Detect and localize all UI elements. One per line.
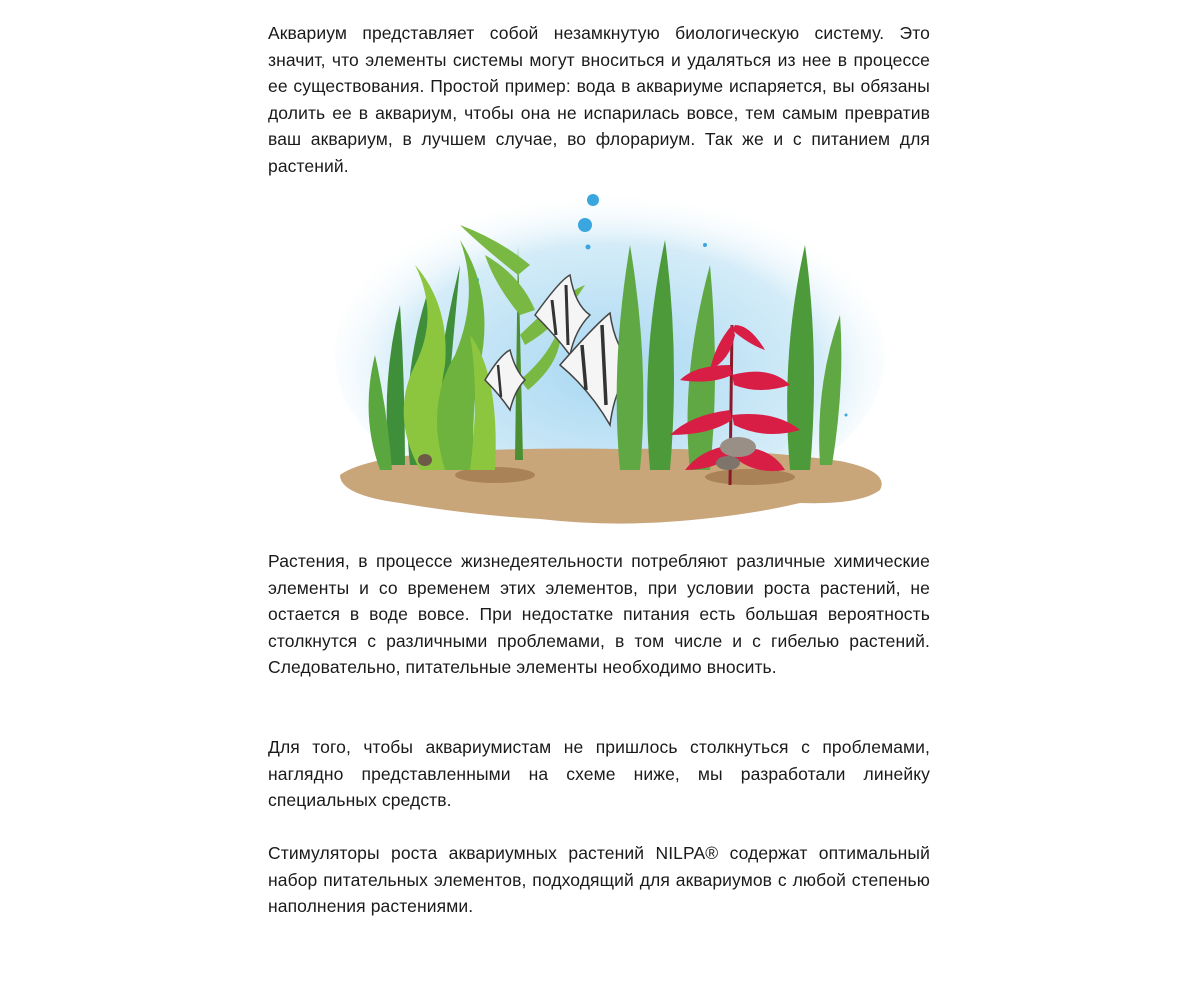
article-paragraph-1: Аквариум представляет собой незамкнутую биологическую систему. Это значит, что элементы системы могут вноситься и удаляться из нее в процессе ее существования. Простой пример: вода в аквариуме испаряется, вы обязаны долить ее в аквариум, чтобы она не испарилась вовсе, тем самым превратив ваш аквариум, в лучшем случае, во флорариум. Так же и с питанием для растений. (268, 23, 930, 176)
aquarium-illustration-svg (320, 185, 900, 535)
article-paragraph-3: Для того, чтобы аквариумистам не пришлось столкнуться с проблемами, наглядно представленными на схеме ниже, мы разработали линейку специальных средств. (268, 737, 930, 810)
aquarium-plants-illustration (320, 185, 900, 535)
article-paragraph-2: Растения, в процессе жизнедеятельности потребляют различные химические элементы и со временем этих элементов, при условии роста растений, не остается в воде вовсе. При недостатке питания есть большая вероятность столкнутся с различными проблемами, в том числе и с гибелью растений. Следовательно, питательные элементы необходимо вносить. (268, 551, 930, 677)
article-paragraph-4: Стимуляторы роста аквариумных растений NILPA® содержат оптимальный набор питательных элементов, подходящий для аквариумов с любой степенью наполнения растениями. (268, 843, 930, 916)
